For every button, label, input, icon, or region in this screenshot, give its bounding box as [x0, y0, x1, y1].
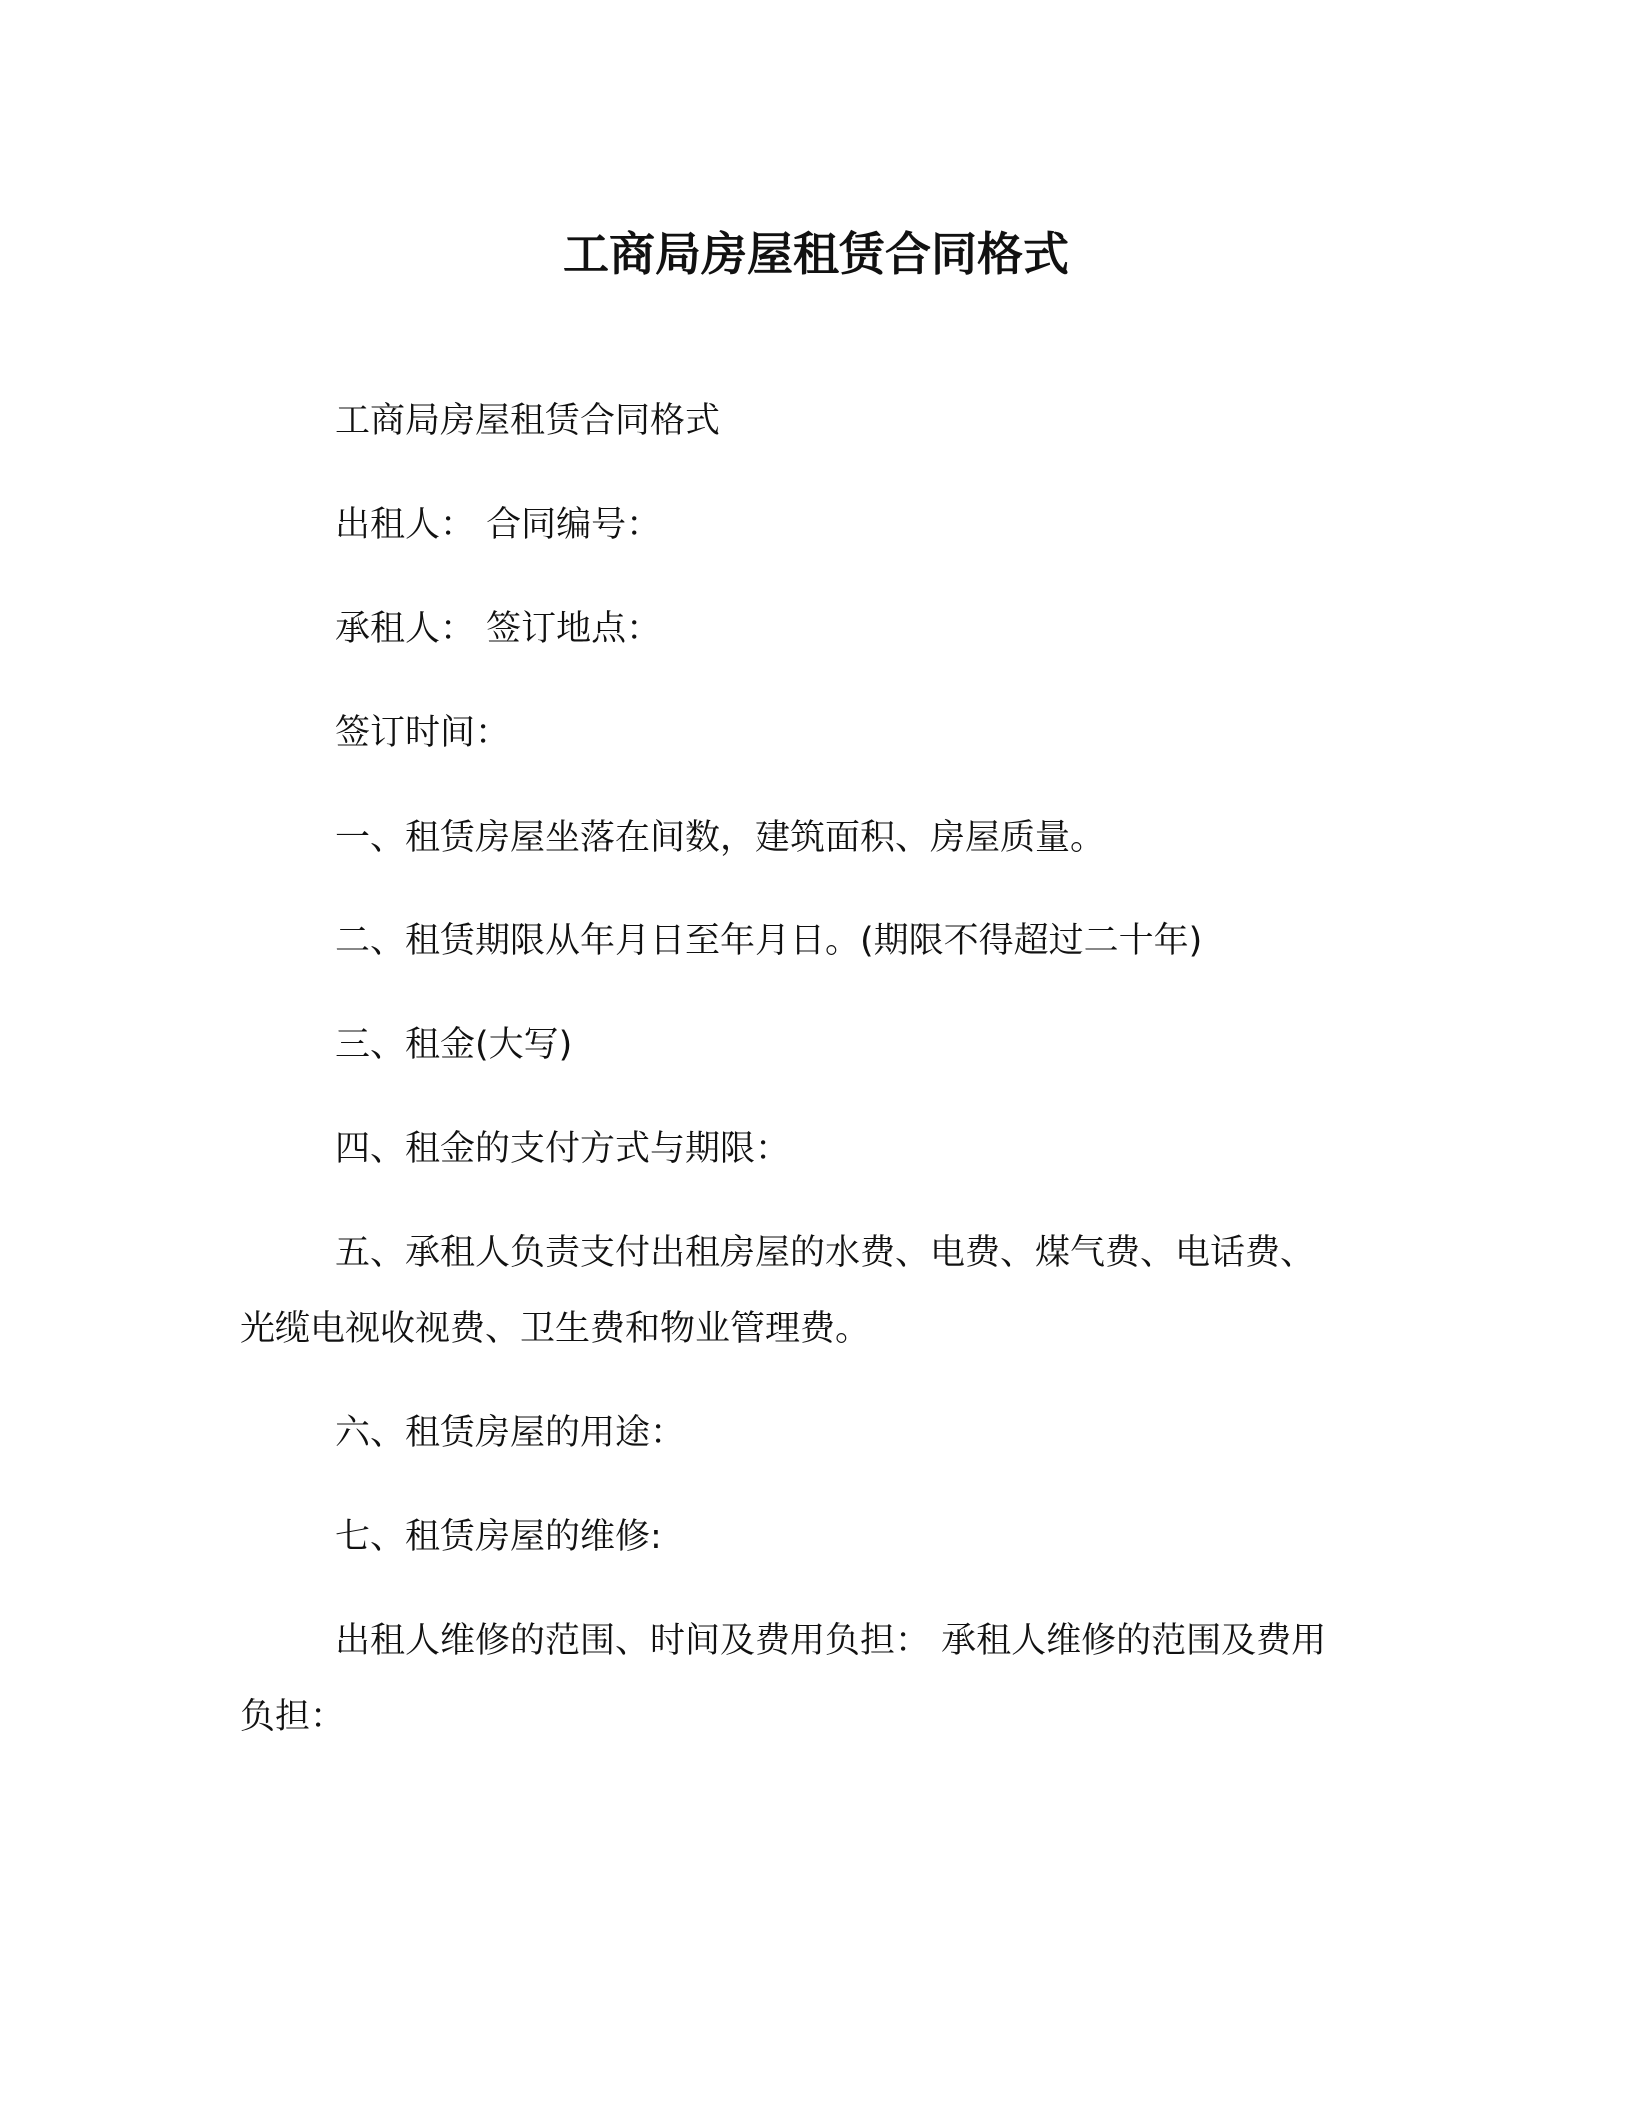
- paragraph-clause-7: 七、租赁房屋的维修:: [335, 1517, 662, 1557]
- document-title: 工商局房屋租赁合同格式: [563, 227, 1069, 281]
- paragraph-sign-time: 签订时间：: [335, 713, 511, 753]
- paragraph-clause-6: 六、租赁房屋的用途：: [335, 1413, 686, 1453]
- paragraph-lessor: 出租人： 合同编号：: [335, 505, 662, 545]
- paragraph-maintenance-line-1: 出租人维修的范围、时间及费用负担： 承租人维修的范围及费用: [335, 1621, 1327, 1661]
- paragraph-clause-3: 三、租金(大写): [335, 1025, 573, 1065]
- paragraph-lessee: 承租人： 签订地点：: [335, 609, 662, 649]
- paragraph-clause-5-line-1: 五、承租人负责支付出租房屋的水费、电费、煤气费、电话费、: [335, 1233, 1316, 1273]
- paragraph-clause-4: 四、租金的支付方式与期限：: [335, 1129, 791, 1169]
- paragraph-clause-5-line-2: 光缆电视收视费、卫生费和物业管理费。: [240, 1309, 871, 1349]
- paragraph-clause-2: 二、租赁期限从年月日至年月日。(期限不得超过二十年): [335, 921, 1203, 961]
- paragraph-heading-repeat: 工商局房屋租赁合同格式: [335, 401, 721, 441]
- paragraph-clause-1: 一、租赁房屋坐落在间数，建筑面积、房屋质量。: [335, 818, 1106, 858]
- paragraph-maintenance-line-2: 负担：: [240, 1697, 346, 1737]
